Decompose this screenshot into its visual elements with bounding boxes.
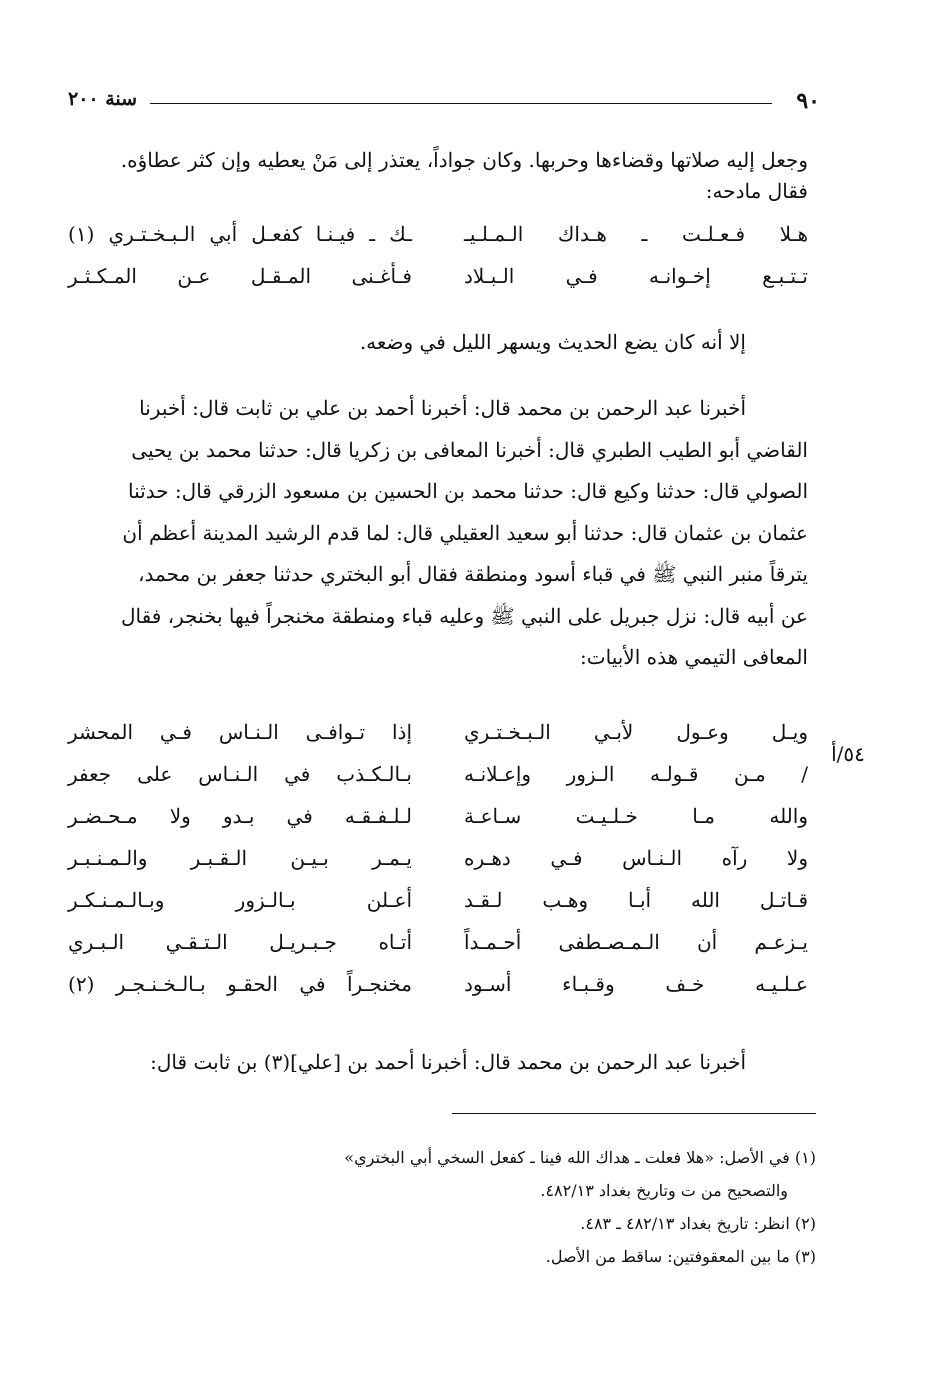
text-line: يترقاً منبر النبي ﷺ في قباء أسود ومنطقة فقال أبو البختري حدثنا جعفر بن محمد، — [138, 562, 808, 586]
verse-first-hemistich: تـتـبـع إخـوانـه فـي الـبـلاد — [464, 264, 808, 288]
verse-first-hemistich: يـزعـم أن الـمـصـطفى أحـمـداً — [464, 930, 808, 954]
verse-second-hemistich: لـلـفـقـه في بـدو ولا مـحـضـر — [68, 804, 412, 828]
header-rule — [150, 103, 772, 104]
verse-second-hemistich: فـأغـنى المـقـل عـن المـكـثـر — [68, 264, 412, 288]
verse-block-1 — [68, 222, 808, 306]
footnote-item: (٢) انظر: تاريخ بغداد ٤٨٢/١٣ ـ ٤٨٣. — [580, 1214, 816, 1233]
footnote-item: (٣) ما بين المعقوفتين: ساقط من الأصل. — [545, 1247, 816, 1266]
text-line: أخبرنا عبد الرحمن بن محمد قال: أخبرنا أحمد بن [علي](٣) بن ثابت قال: — [150, 1050, 746, 1074]
verse-second-hemistich: يـمـر بـيـن الـقـبـر والـمـنـبـر — [68, 846, 412, 870]
verse-second-hemistich: إذا تـوافـى الـنـاس فـي المحشر — [68, 720, 412, 744]
text-line: وجعل إليه صلاتها وقضاءها وحربها. وكان جواداً، يعتذر إلى مَنْ يعطيه وإن كثر عطاؤه. — [120, 148, 808, 172]
text-line: عثمان بن عثمان قال: حدثنا أبو سعيد العقيلي قال: لما قدم الرشيد المدينة أعظم أن — [122, 520, 808, 545]
text-line: فقال مادحه: — [705, 179, 808, 203]
verse-first-hemistich: هـلا فـعـلـت ـ هـداك الـمـلـيـ — [464, 222, 808, 246]
verse-first-hemistich: عـلـيـه خـف وقـبـاء أسـود — [464, 972, 808, 996]
closing-isnad — [68, 1042, 808, 1083]
text-line: إلا أنه كان يضع الحديث ويسهر الليل في وضعه. — [359, 330, 746, 354]
footnote-item: (١) في الأصل: «هلا فعلت ـ هداك الله فينا ـ كفعل السخي أبي البختري» — [344, 1148, 816, 1167]
verse-second-hemistich: أعـلن بـالـزور وبـالـمـنـكـر — [68, 888, 412, 912]
verse-line — [68, 264, 808, 306]
page-header — [68, 88, 820, 118]
verse-line — [68, 930, 808, 972]
verse-line — [68, 762, 808, 804]
after-verse-text — [68, 322, 808, 363]
verse-first-hemistich: والله مـا خـلـيـت سـاعـة — [464, 804, 808, 828]
verse-line — [68, 846, 808, 888]
verse-line — [68, 804, 808, 846]
verse-block-2 — [68, 720, 808, 1014]
isnad-paragraph — [68, 388, 808, 679]
verse-first-hemistich: ولا رآه الـنـاس فـي دهـره — [464, 846, 808, 870]
verse-second-hemistich: بـالـكـذب في الـنـاس على جعفر — [68, 762, 412, 786]
running-head: سنة ٢٠٠ — [68, 88, 138, 110]
manuscript-folio-marker: ٥٤/أ — [831, 742, 865, 766]
text-line: أخبرنا عبد الرحمن بن محمد قال: أخبرنا أحمد بن علي بن ثابت قال: أخبرنا — [139, 396, 746, 420]
text-line: المعافى التيمي هذه الأبيات: — [580, 645, 808, 669]
text-line: الصولي قال: حدثنا وكيع قال: حدثنا محمد بن الحسين بن مسعود الزرقي قال: حدثنا — [128, 479, 808, 503]
verse-second-hemistich: مخنجـراً في الحقـو بـالـخـنـجـر (٢) — [68, 972, 412, 996]
footnote-continuation: والتصحيح من ت وتاريخ بغداد ٤٨٢/١٣. — [540, 1181, 788, 1200]
footnote-rule — [452, 1113, 816, 1114]
text-line: عن أبيه قال: نزل جبريل على النبي ﷺ وعليه قباء ومنطقة مخنجراً فيها بخنجر، فقال — [120, 603, 808, 628]
verse-first-hemistich: / مـن قـولـه الـزور وإعـلانـه — [464, 762, 808, 786]
intro-paragraph — [68, 140, 808, 212]
verse-first-hemistich: قـاتـل الله أبـا وهـب لـقـد — [464, 888, 808, 912]
verse-second-hemistich: أتـاه جـبـريـل الـتـقـي الـبـري — [68, 930, 412, 954]
verse-first-hemistich: ويـل وعـول لأبـي الـبـخـتـري — [464, 720, 808, 744]
verse-line — [68, 888, 808, 930]
verse-second-hemistich: ـك ـ فيـنـا كفعـل أبي الـبـخـتـري (١) — [68, 222, 412, 246]
footnotes — [68, 1141, 816, 1273]
text-line: القاضي أبو الطيب الطبري قال: أخبرنا المعافى بن زكريا قال: حدثنا محمد بن يحيى — [131, 437, 808, 462]
page-number: ٩٠ — [796, 88, 820, 114]
verse-line — [68, 222, 808, 264]
verse-line — [68, 972, 808, 1014]
verse-line — [68, 720, 808, 762]
